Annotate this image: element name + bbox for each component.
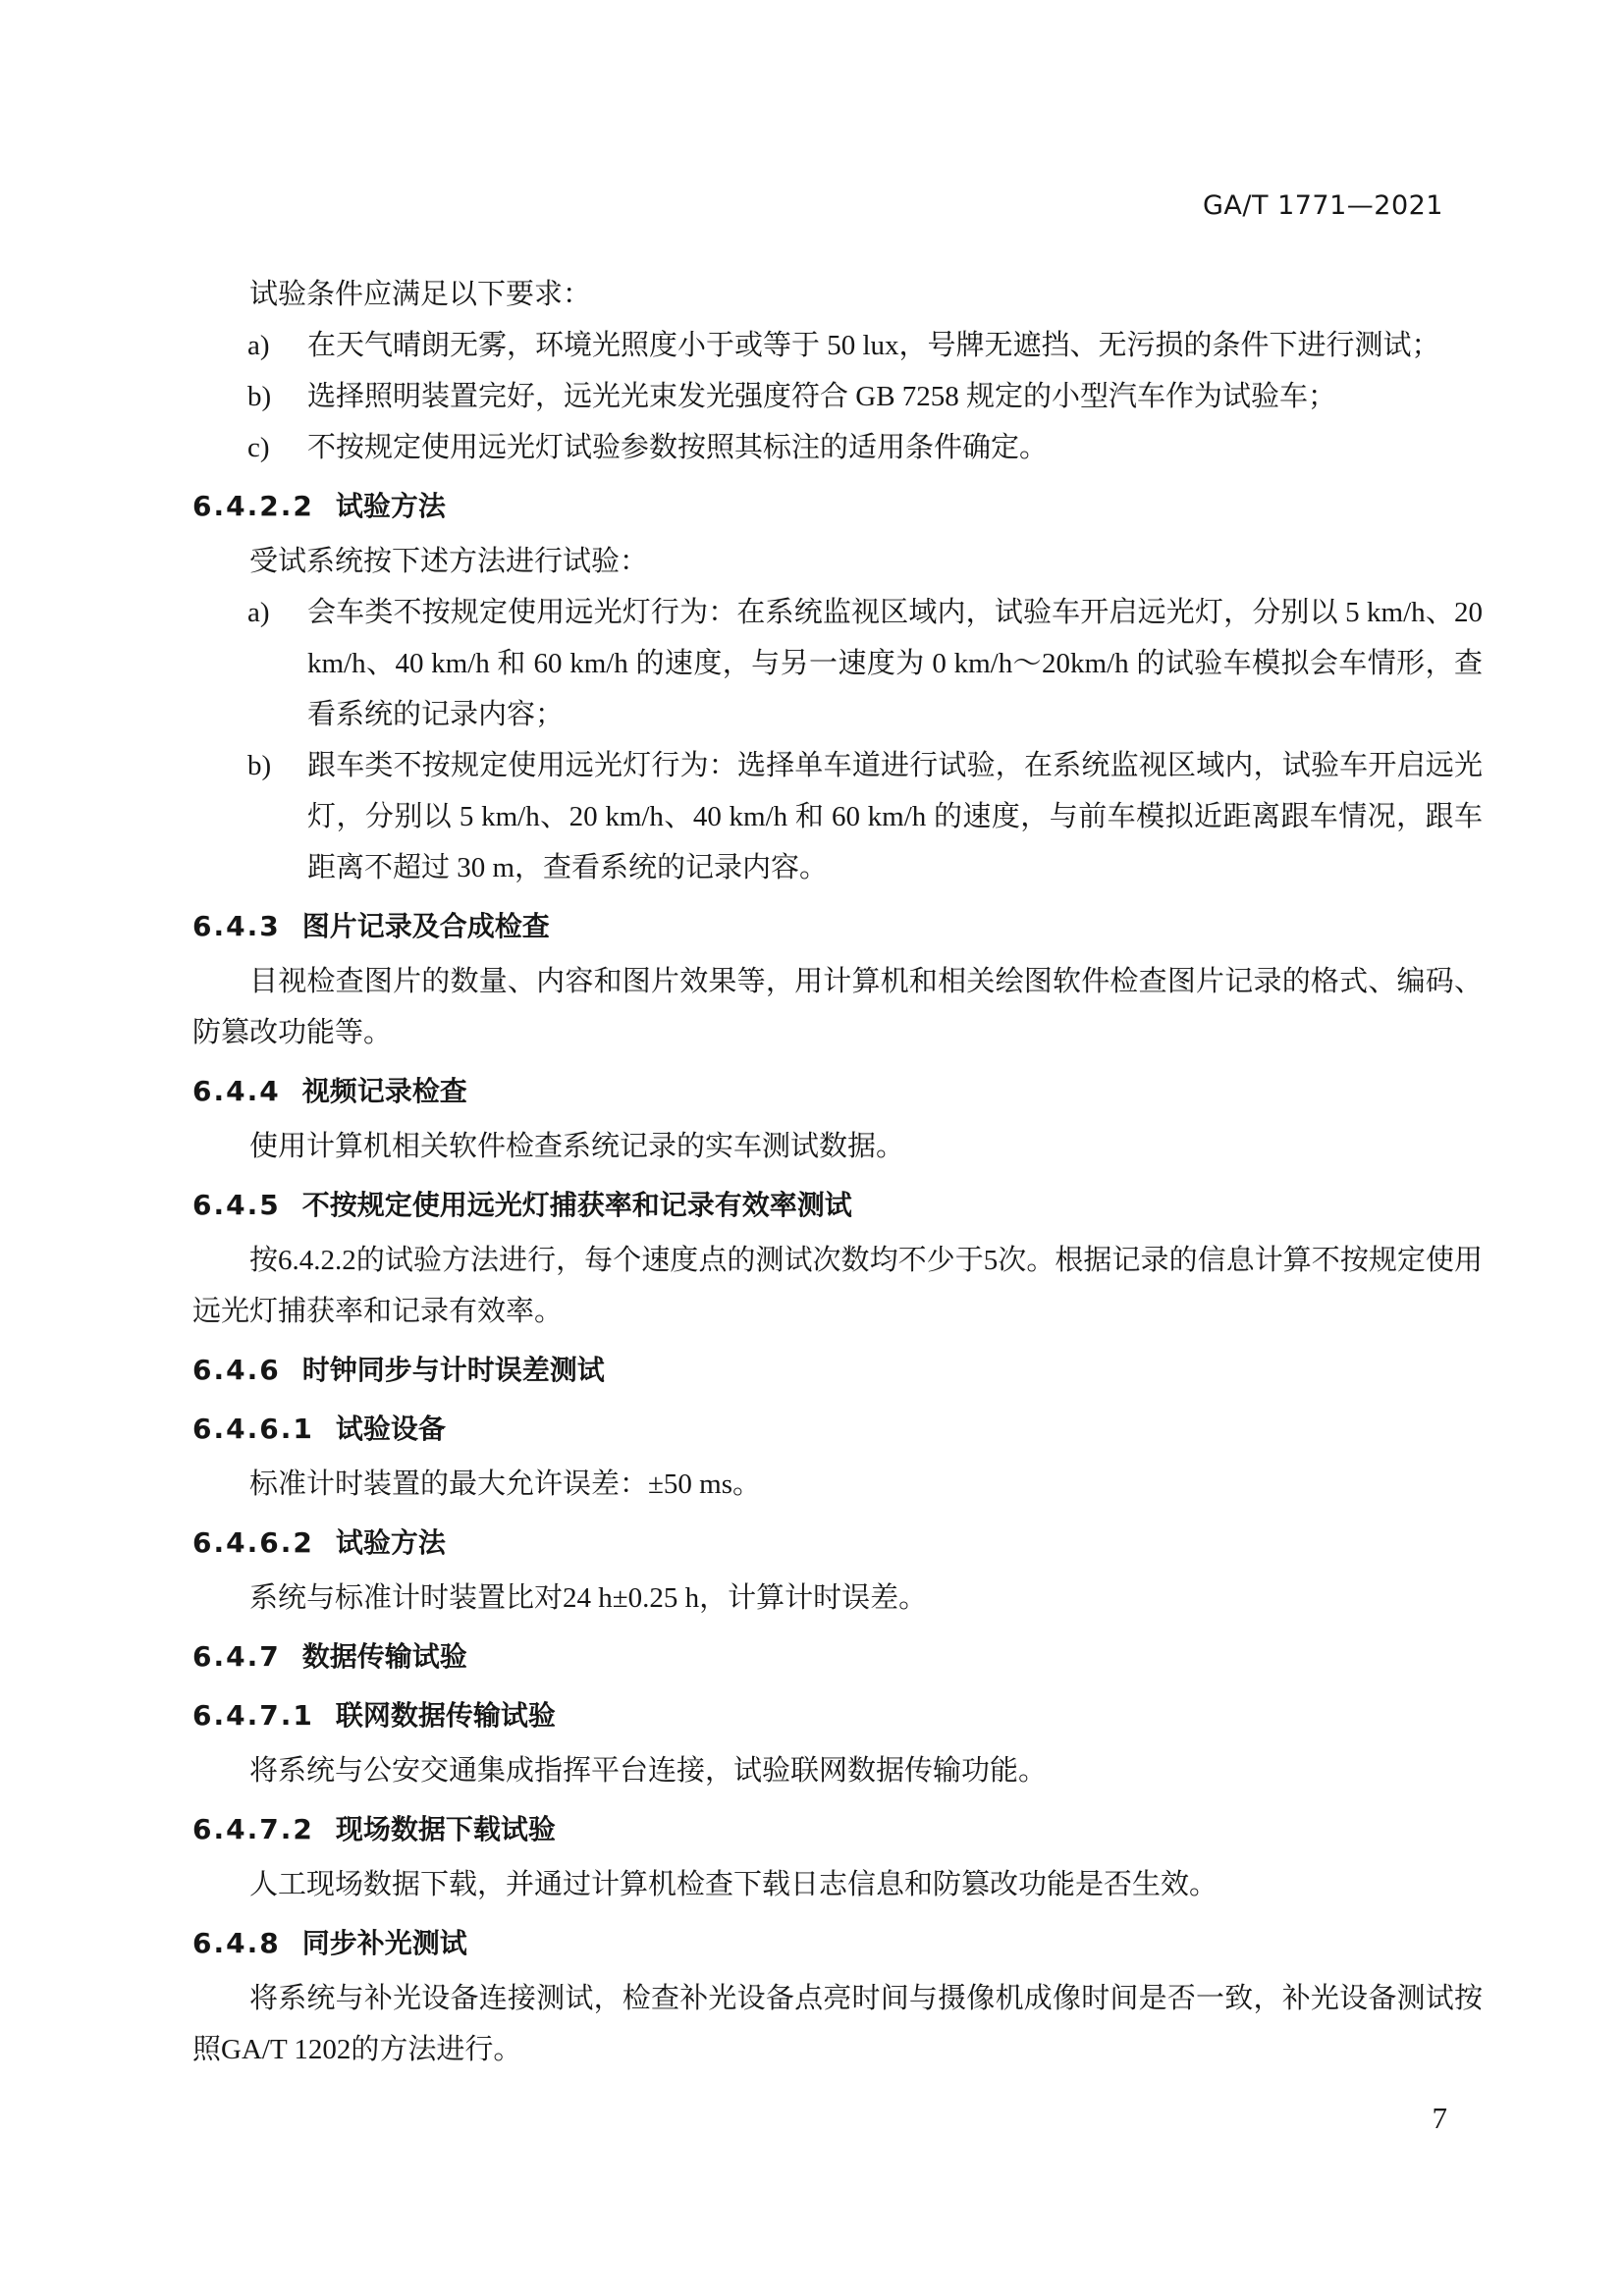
paragraph: 试验条件应满足以下要求： — [249, 279, 592, 310]
section-title: 试验方法 — [335, 1526, 446, 1559]
section-heading — [192, 1518, 1483, 1569]
section-number: 6.4.6.2 — [192, 1526, 314, 1559]
section-title: 不按规定使用远光灯捕获率和记录有效率测试 — [301, 1189, 852, 1221]
paragraph: 将系统与公安交通集成指挥平台连接，试验联网数据传输功能。 — [249, 1755, 1048, 1787]
paragraph: 目视检查图片的数量、内容和图片效果等，用计算机和相关绘图软件检查图片记录的格式、编码、防篡改功能等。 — [192, 966, 1483, 1048]
list-item — [192, 371, 1483, 422]
paragraph: 受试系统按下述方法进行试验： — [249, 546, 649, 577]
paragraph: 人工现场数据下载，并通过计算机检查下载日志信息和防篡改功能是否生效。 — [249, 1869, 1218, 1900]
document-body — [192, 269, 1483, 2075]
section-title: 试验设备 — [335, 1413, 446, 1445]
paragraph: 使用计算机相关软件检查系统记录的实车测试数据。 — [249, 1131, 905, 1162]
list-item — [192, 422, 1483, 473]
section-title: 同步补光测试 — [301, 1927, 467, 1959]
section-number: 6.4.7.2 — [192, 1813, 314, 1845]
section-title: 时钟同步与计时误差测试 — [301, 1354, 605, 1386]
ordered-list — [192, 320, 1483, 473]
section-heading — [192, 1345, 1483, 1396]
section-title: 试验方法 — [335, 490, 446, 522]
document-code-header: GA/T 1771—2021 — [1203, 190, 1443, 221]
section-number: 6.4.6.1 — [192, 1413, 314, 1445]
list-item-label: a) — [247, 330, 270, 361]
list-item-text: 会车类不按规定使用远光灯行为：在系统监视区域内，试验车开启远光灯，分别以 5 km/h、20 km/h、40 km/h 和 60 km/h 的速度，与另一速度为 0 km/h～20km/h 的试验车模拟会车情形，查看系统的记录内容； — [307, 597, 1483, 730]
section-number: 6.4.5 — [192, 1189, 281, 1221]
list-item — [192, 740, 1483, 893]
ordered-list — [192, 587, 1483, 893]
section-heading — [192, 1066, 1483, 1117]
section-heading — [192, 901, 1483, 952]
section-number: 6.4.6 — [192, 1354, 281, 1386]
page-number: 7 — [1432, 2101, 1447, 2135]
list-item-label: b) — [247, 381, 272, 412]
section-number: 6.4.8 — [192, 1927, 281, 1959]
list-item-text: 选择照明装置完好，远光光束发光强度符合 GB 7258 规定的小型汽车作为试验车； — [307, 381, 1337, 412]
section-heading — [192, 1180, 1483, 1231]
section-title: 数据传输试验 — [301, 1640, 467, 1673]
list-item-label: c) — [247, 432, 270, 463]
section-title: 图片记录及合成检查 — [301, 910, 550, 942]
section-number: 6.4.7 — [192, 1640, 281, 1673]
paragraph: 系统与标准计时装置比对24 h±0.25 h，计算计时误差。 — [249, 1582, 928, 1614]
section-heading — [192, 1404, 1483, 1455]
list-item-text: 跟车类不按规定使用远光灯行为：选择单车道进行试验，在系统监视区域内，试验车开启远光灯，分别以 5 km/h、20 km/h、40 km/h 和 60 km/h 的速度，与前车模拟近距离跟车情况，跟车距离不超过 30 m，查看系统的记录内容。 — [307, 750, 1483, 883]
section-title: 现场数据下载试验 — [335, 1813, 556, 1845]
section-number: 6.4.3 — [192, 910, 281, 942]
section-heading — [192, 1918, 1483, 1969]
section-heading — [192, 1690, 1483, 1741]
list-item-label: b) — [247, 750, 272, 781]
section-title: 联网数据传输试验 — [335, 1699, 556, 1732]
section-heading — [192, 481, 1483, 532]
section-title: 视频记录检查 — [301, 1075, 467, 1107]
section-number: 6.4.7.1 — [192, 1699, 314, 1732]
paragraph: 按6.4.2.2的试验方法进行，每个速度点的测试次数均不少于5次。根据记录的信息计算不按规定使用远光灯捕获率和记录有效率。 — [192, 1245, 1483, 1327]
list-item-text: 不按规定使用远光灯试验参数按照其标注的适用条件确定。 — [307, 432, 1049, 463]
paragraph: 标准计时装置的最大允许误差：±50 ms。 — [249, 1468, 762, 1500]
list-item-text: 在天气晴朗无雾，环境光照度小于或等于 50 lux，号牌无遮挡、无污损的条件下进行测试； — [307, 330, 1440, 361]
list-item-label: a) — [247, 597, 270, 628]
list-item — [192, 320, 1483, 371]
section-heading — [192, 1631, 1483, 1682]
section-heading — [192, 1804, 1483, 1855]
section-number: 6.4.4 — [192, 1075, 281, 1107]
list-item — [192, 587, 1483, 740]
paragraph: 将系统与补光设备连接测试，检查补光设备点亮时间与摄像机成像时间是否一致，补光设备测试按照GA/T 1202的方法进行。 — [192, 1983, 1483, 2065]
section-number: 6.4.2.2 — [192, 490, 314, 522]
